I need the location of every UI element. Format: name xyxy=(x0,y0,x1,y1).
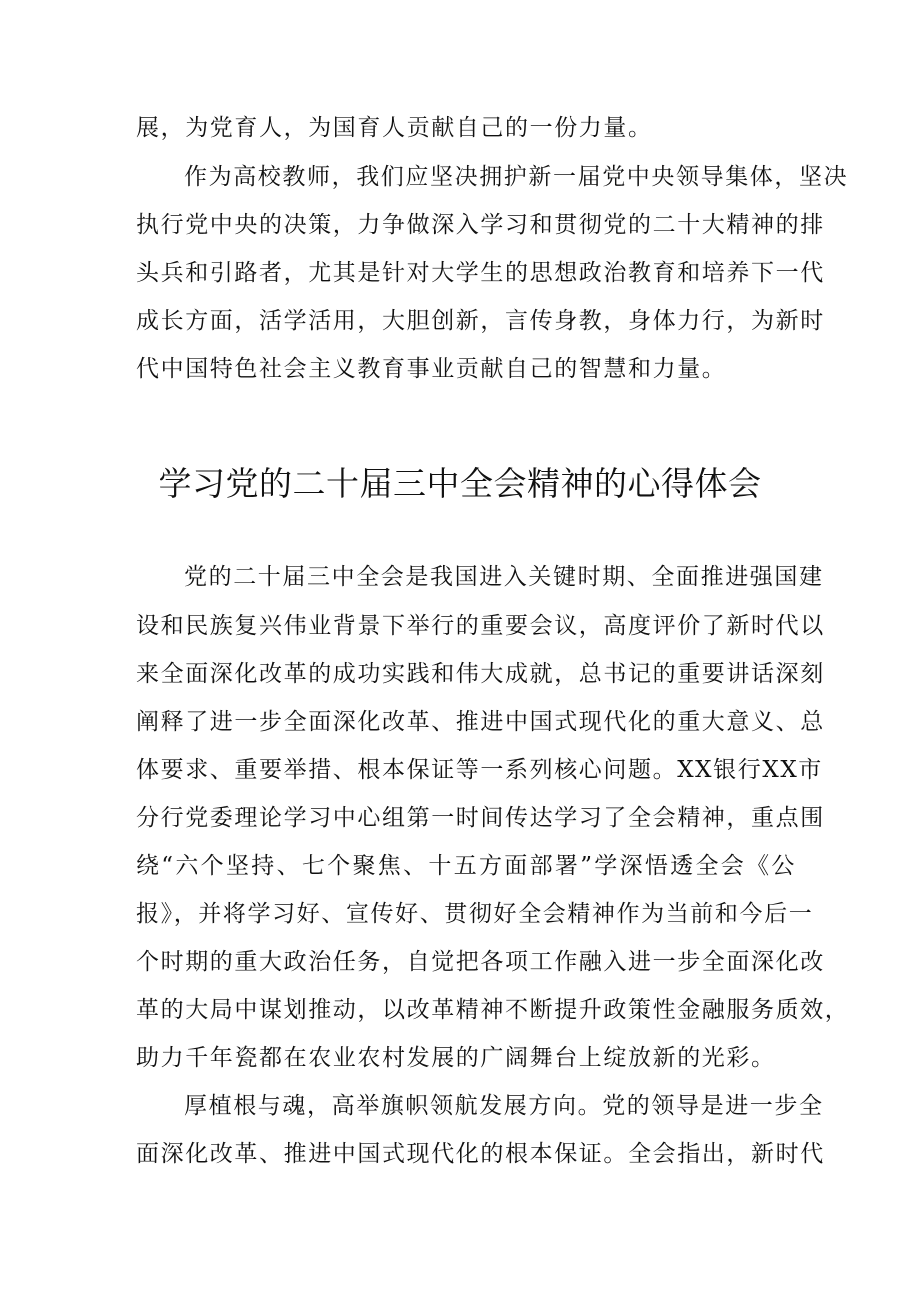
paragraph-line: 头兵和引路者，尤其是针对大学生的思想政治教育和培养下一代 xyxy=(136,260,825,286)
paragraph-line: 绕“六个坚持、七个聚焦、十五方面部署”学深悟透全会《公 xyxy=(136,853,796,879)
paragraph-line: 来全面深化改革的成功实践和伟大成就，总书记的重要讲话深刻 xyxy=(136,661,825,687)
paragraph-line: 个时期的重大政治任务，自觉把各项工作融入进一步全面深化改 xyxy=(136,949,825,975)
paragraph-line: 助力千年瓷都在农业农村发展的广阔舞台上绽放新的光彩。 xyxy=(136,1045,776,1071)
paragraph-line: 面深化改革、推进中国式现代化的根本保证。全会指出，新时代 xyxy=(136,1141,825,1167)
paragraph-line: 执行党中央的决策，力争做深入学习和贯彻党的二十大精神的排 xyxy=(136,212,825,238)
paragraph-line: 代中国特色社会主义教育事业贡献自己的智慧和力量。 xyxy=(136,356,727,382)
section-title: 学习党的二十届三中全会精神的心得体会 xyxy=(158,464,762,503)
paragraph-line: 革的大局中谋划推动，以改革精神不断提升政策性金融服务质效， xyxy=(136,997,850,1023)
paragraph-line: 分行党委理论学习中心组第一时间传达学习了全会精神，重点围 xyxy=(136,805,825,831)
paragraph-line: 设和民族复兴伟业背景下举行的重要会议，高度评价了新时代以 xyxy=(136,613,825,639)
paragraph-line: 体要求、重要举措、根本保证等一系列核心问题。XX银行XX市 xyxy=(136,757,823,783)
paragraph-line: 厚植根与魂，高举旗帜领航发展方向。党的领导是进一步全 xyxy=(184,1093,824,1119)
paragraph-line: 报》，并将学习好、宣传好、贯彻好全会精神作为当前和今后一 xyxy=(136,901,814,927)
paragraph-line: 党的二十届三中全会是我国进入关键时期、全面推进强国建 xyxy=(184,564,824,590)
paragraph-line: 成长方面，活学活用，大胆创新，言传身教，身体力行，为新时 xyxy=(136,308,825,334)
paragraph-line: 作为高校教师，我们应坚决拥护新一届党中央领导集体，坚决 xyxy=(184,164,849,190)
paragraph-line: 展，为党育人，为国育人贡献自己的一份力量。 xyxy=(136,115,653,141)
paragraph-line: 阐释了进一步全面深化改革、推进中国式现代化的重大意义、总 xyxy=(136,709,825,735)
